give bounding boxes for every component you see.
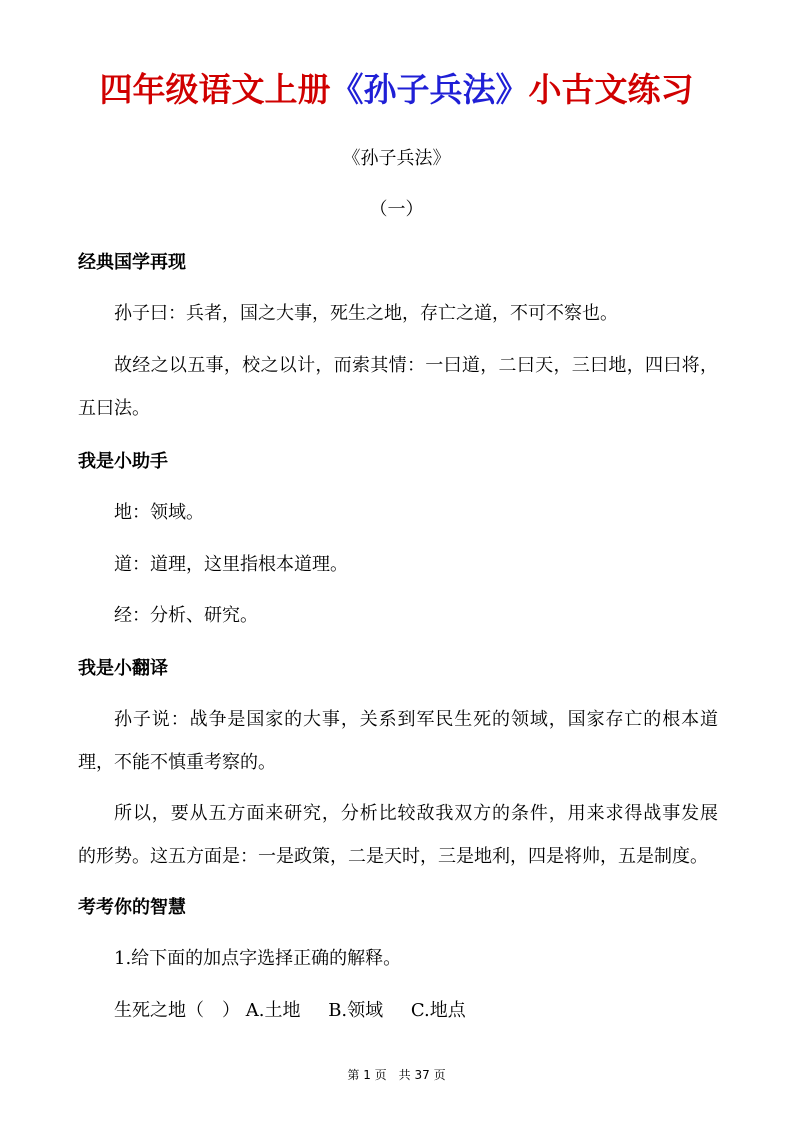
title-exercise: 小古文练习	[528, 70, 694, 109]
title-grade: 四年级语文上册	[99, 70, 331, 109]
helper-line-2: 道：道理，这里指根本道理。	[114, 554, 348, 575]
section-number: （一）	[369, 199, 424, 220]
footer-prefix: 第	[347, 1068, 360, 1082]
heading-quiz: 考考你的智慧	[78, 897, 186, 918]
footer-total-pages: 37	[414, 1068, 430, 1082]
quiz-question: 1.给下面的加点字选择正确的解释。	[114, 948, 402, 969]
quiz-item-prefix: 生死之地（ ）	[114, 1000, 240, 1021]
classic-line-1: 孙子曰：兵者，国之大事，死生之地，存亡之道，不可不察也。	[114, 303, 618, 324]
heading-translate: 我是小翻译	[78, 658, 168, 679]
classic-line-3: 五曰法。	[78, 398, 150, 419]
translate-line-4: 的形势。这五方面是：一是政策，二是天时，三是地利，四是将帅，五是制度。	[78, 846, 708, 867]
footer-page-number: 1	[363, 1068, 371, 1082]
translate-line-3: 所以，要从五方面来研究，分析比较敌我双方的条件，用来求得战事发展	[114, 803, 718, 824]
footer-suffix: 页	[433, 1068, 446, 1082]
page-footer	[0, 1066, 793, 1084]
quiz-item	[114, 998, 466, 1024]
helper-line-3: 经：分析、研究。	[114, 605, 258, 626]
helper-line-1: 地：领域。	[114, 502, 204, 523]
text-title: 《孙子兵法》	[342, 148, 451, 169]
quiz-option-c: C.地点	[410, 1000, 466, 1021]
heading-classic: 经典国学再现	[78, 252, 186, 273]
title-book: 《孙子兵法》	[330, 70, 529, 109]
heading-helper: 我是小助手	[78, 451, 168, 472]
translate-line-1: 孙子说：战争是国家的大事，关系到军民生死的领域，国家存亡的根本道	[114, 709, 718, 730]
classic-line-2: 故经之以五事，校之以计，而索其情：一曰道，二曰天，三曰地，四曰将，	[114, 355, 718, 376]
translate-line-2: 理，不能不慎重考察的。	[78, 752, 276, 773]
page-title	[0, 62, 793, 118]
footer-mid: 页 共	[374, 1068, 411, 1082]
quiz-option-b: B.领域	[328, 1000, 384, 1021]
quiz-option-a: A.土地	[245, 1000, 301, 1021]
